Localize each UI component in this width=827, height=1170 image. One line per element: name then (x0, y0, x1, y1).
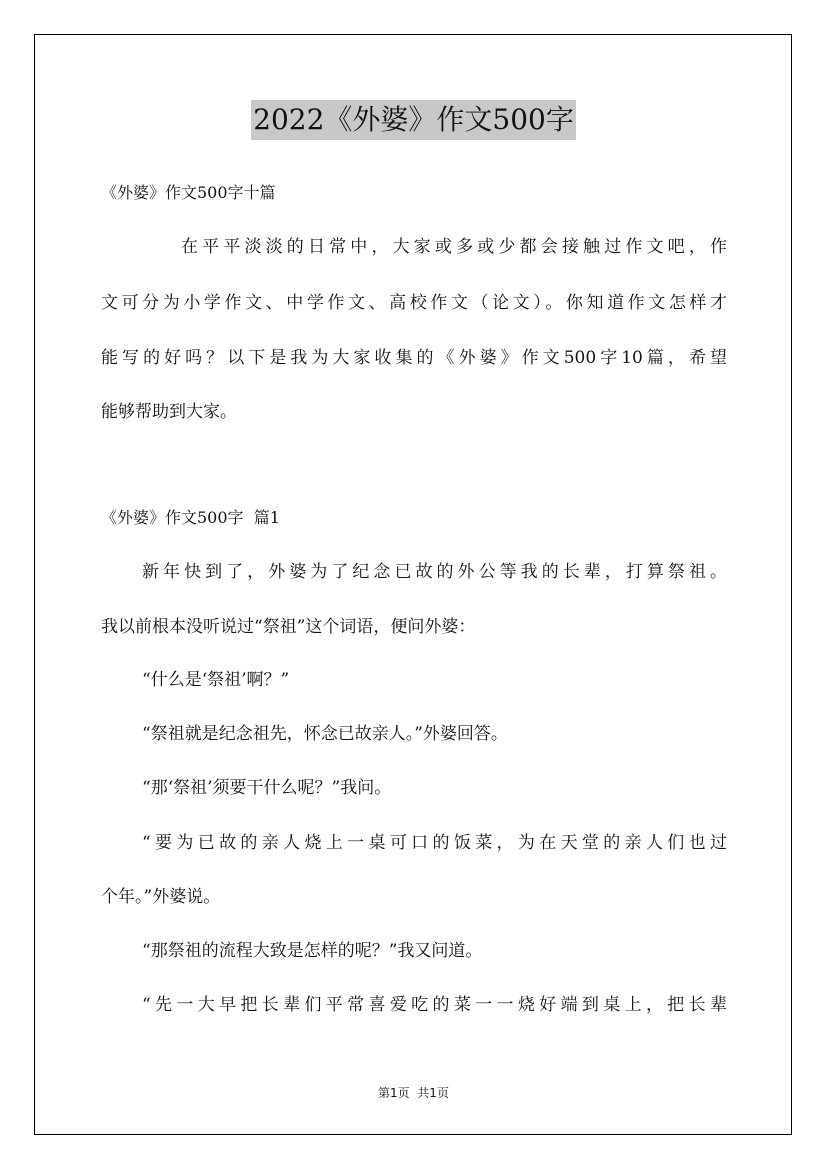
page-footer: 第1页 共1页 (378, 1086, 449, 1100)
intro-line: 能写的好吗？以下是我为大家收集的《外婆》作文500字10篇，希望 (101, 348, 727, 368)
section-heading: 《外婆》作文500字 篇1 (101, 508, 280, 527)
paragraph-line: “祭祖就是纪念祖先，怀念已故亲人。”外婆回答。 (142, 724, 508, 744)
subtitle: 《外婆》作文500字十篇 (101, 183, 276, 202)
paragraph-line: “那祭祖的流程大致是怎样的呢？”我又问道。 (142, 941, 483, 961)
intro-line: 文可分为小学作文、中学作文、高校作文（论文）。你知道作文怎样才 (101, 293, 727, 313)
paragraph-line: 新年快到了，外婆为了纪念已故的外公等我的长辈，打算祭祖。 (142, 562, 727, 582)
paragraph-line: 我以前根本没听说过“祭祖”这个词语，便问外婆： (101, 617, 476, 637)
intro-line: 在平平淡淡的日常中，大家或多或少都会接触过作文吧，作 (181, 237, 727, 257)
paragraph-line: 个年。”外婆说。 (101, 887, 221, 907)
paragraph-line: “要为已故的亲人烧上一桌可口的饭菜，为在天堂的亲人们也过 (142, 833, 727, 853)
paragraph-line: “那‘祭祖’须要干什么呢？”我问。 (142, 778, 392, 798)
title-block (0, 100, 827, 140)
intro-line: 能够帮助到大家。 (101, 402, 237, 422)
paragraph-line: “什么是‘祭祖’啊？” (142, 670, 290, 690)
paragraph-line: “先一大早把长辈们平常喜爱吃的菜一一烧好端到桌上，把长辈 (142, 995, 727, 1015)
document-title: 2022《外婆》作文500字 (251, 100, 576, 140)
